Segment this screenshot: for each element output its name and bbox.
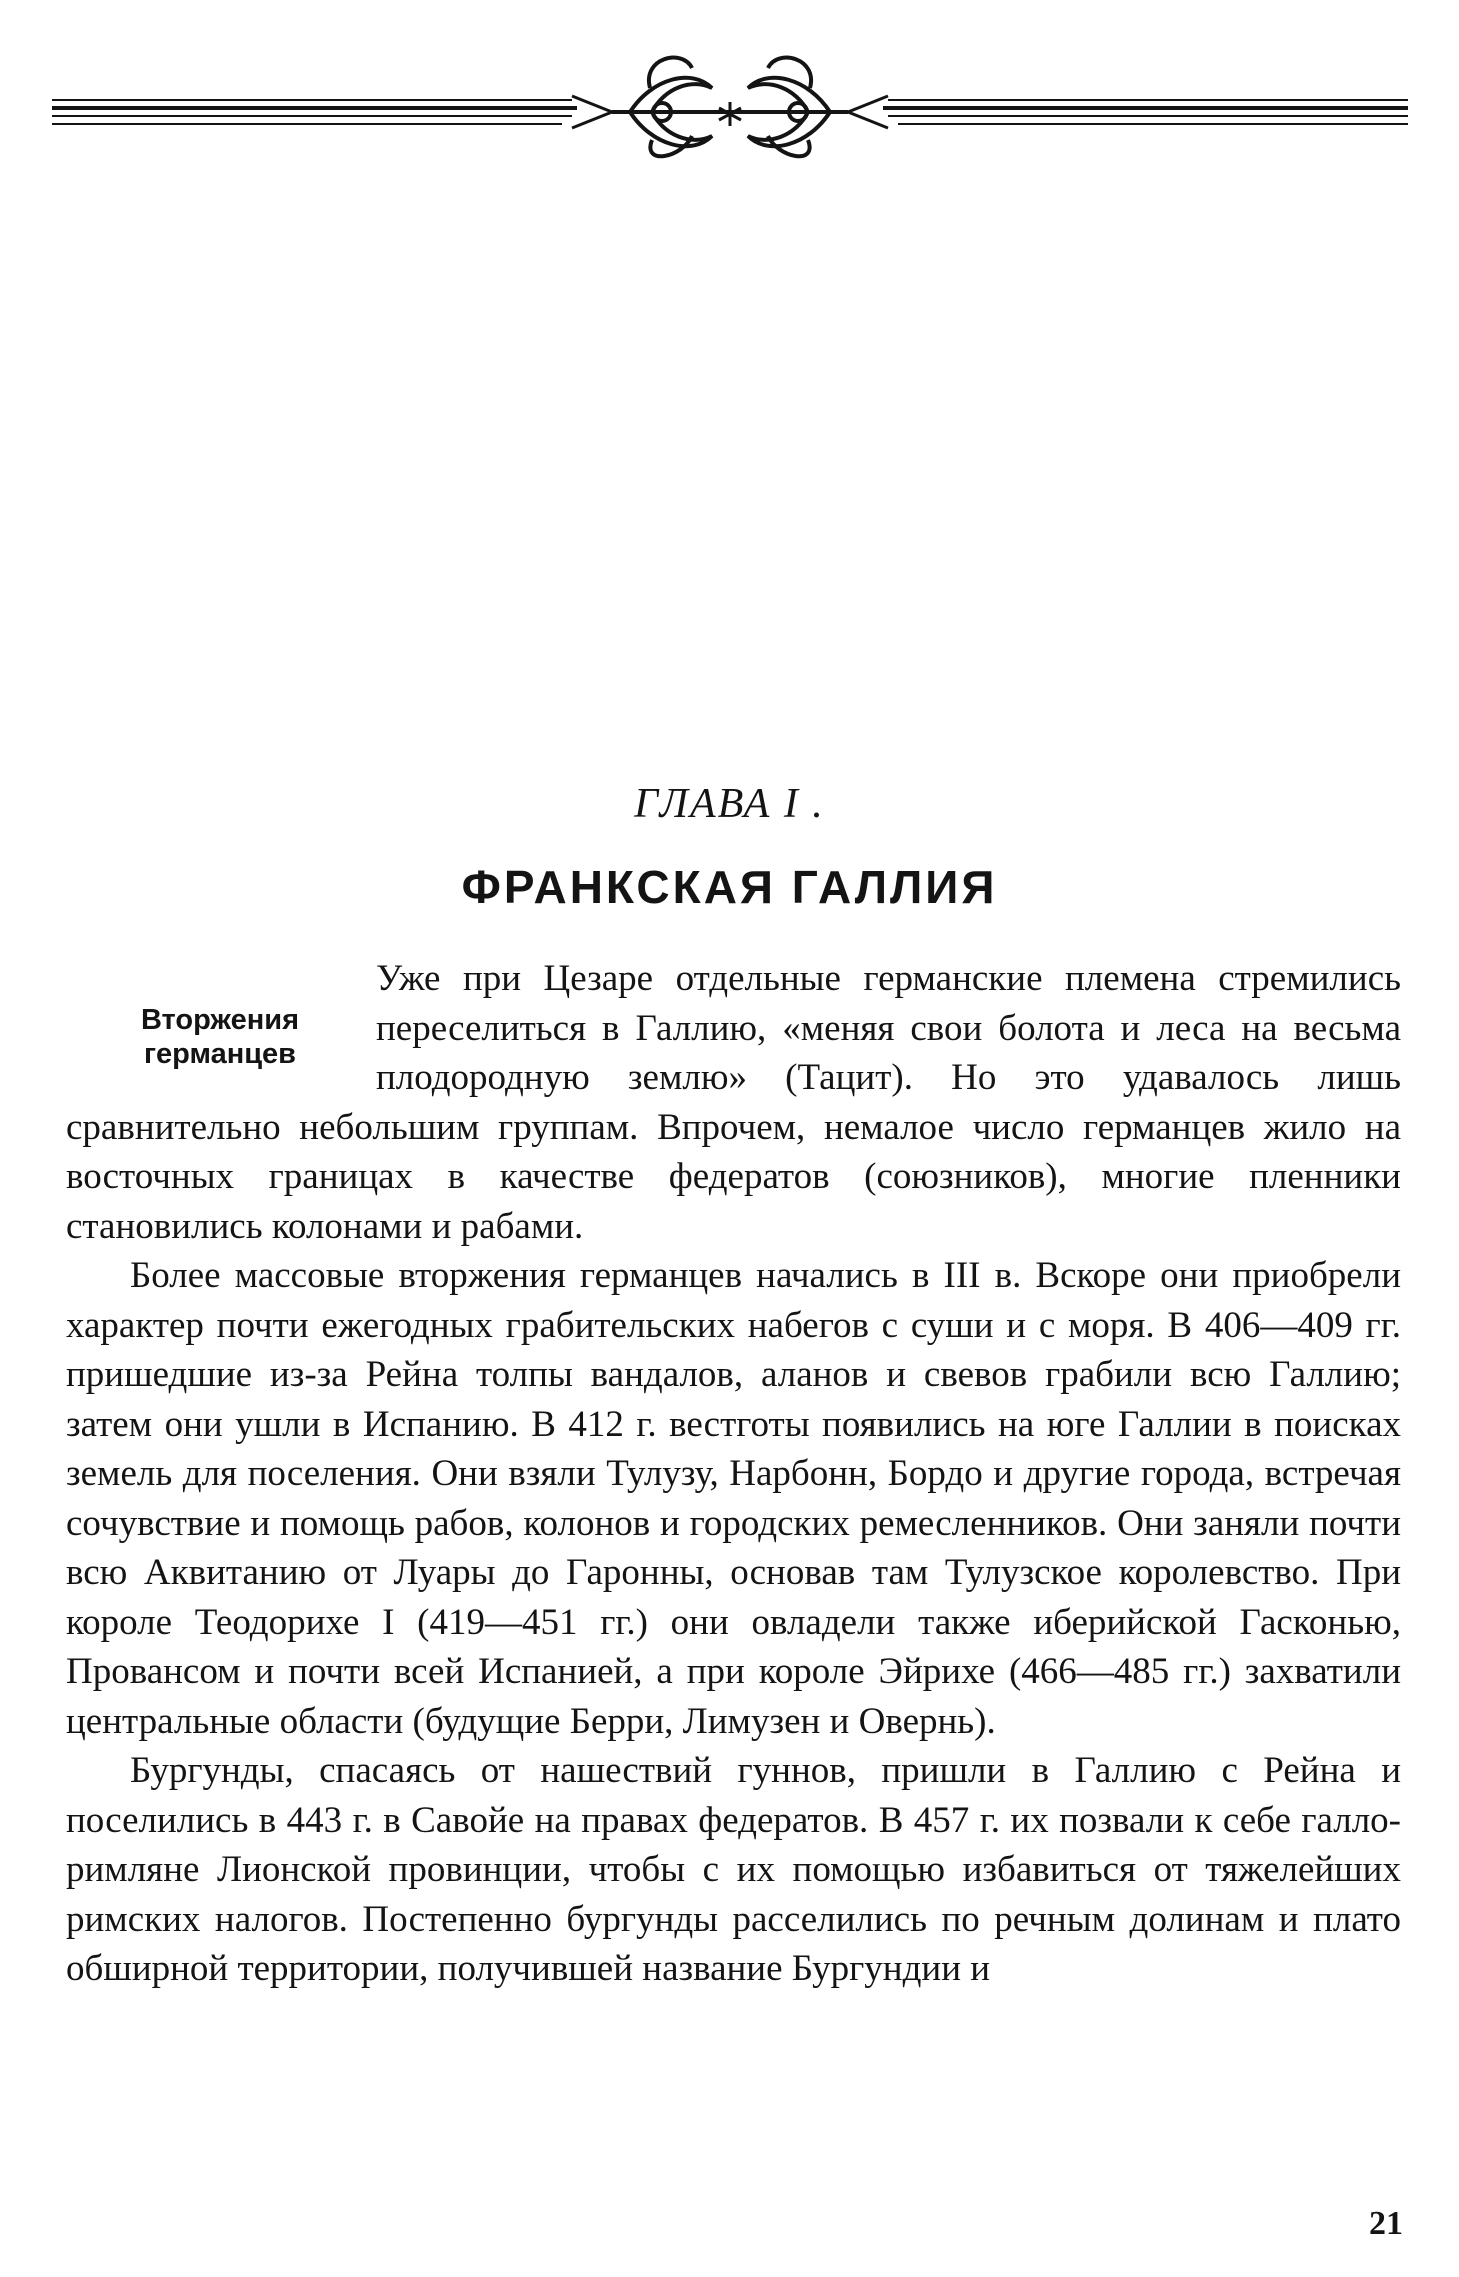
paragraph: Уже при Цезаре отдельные германские племена стремились переселиться в Галлию, «меняя свои болота и леса на весьма плодородную землю» (Тацит). Но это удавалось лишь сравнительно небольшим группам. Впрочем, немалое число германцев жило на восточных границах в качестве федератов (союзников), многие пленники становились колонами и рабами. — [66, 958, 1401, 1247]
paragraph: Более массовые вторжения германцев начались в III в. Вскоре они приобрели характер почти ежегодных грабительских набегов с суши и с моря. В 406—409 гг. пришедшие из-за Рейна толпы вандалов, аланов и свевов грабили всю Галлию; затем они ушли в Испанию. В 412 г. вестготы появились на юге Галлии в поисках земель для поселения. Они взяли Тулузу, Нарбонн, Бордо и другие города, встречая сочувствие и помощь рабов, колонов и городских ремесленников. Они заняли почти всю Аквитанию от Луары до Гаронны, основав там Тулузское королевство. При короле Теодорихе I (419—451 гг.) они овладели также иберийской Гасконью, Провансом и почти всей Испанией, а при короле Эйрихе (466—485 гг.) захватили центральные области (будущие Берри, Лимузен и Овернь). — [66, 1255, 1401, 1742]
page-number: 21 — [1369, 2205, 1403, 2242]
chapter-title: ФРАНКСКАЯ ГАЛЛИЯ — [461, 861, 998, 913]
paragraph: Бургунды, спасаясь от нашествий гуннов, пришли в Галлию с Рейна и поселились в 443 г. в Савойе на правах федератов. В 457 г. их позвали к себе галло-римляне Лионской провинции, чтобы с их помощью избавиться от тяжелейших римских налогов. Постепенно бургунды расселились по речным долинам и плато обширной территории, получившей название Бургундии и — [66, 1750, 1401, 1989]
margin-note-line: Вторжения — [141, 1004, 299, 1036]
chapter-label: ГЛАВА I . — [634, 781, 825, 827]
decorative-flourish-icon — [52, 48, 1408, 178]
body-text — [66, 954, 1401, 1994]
margin-note-line: германцев — [143, 1038, 297, 1070]
